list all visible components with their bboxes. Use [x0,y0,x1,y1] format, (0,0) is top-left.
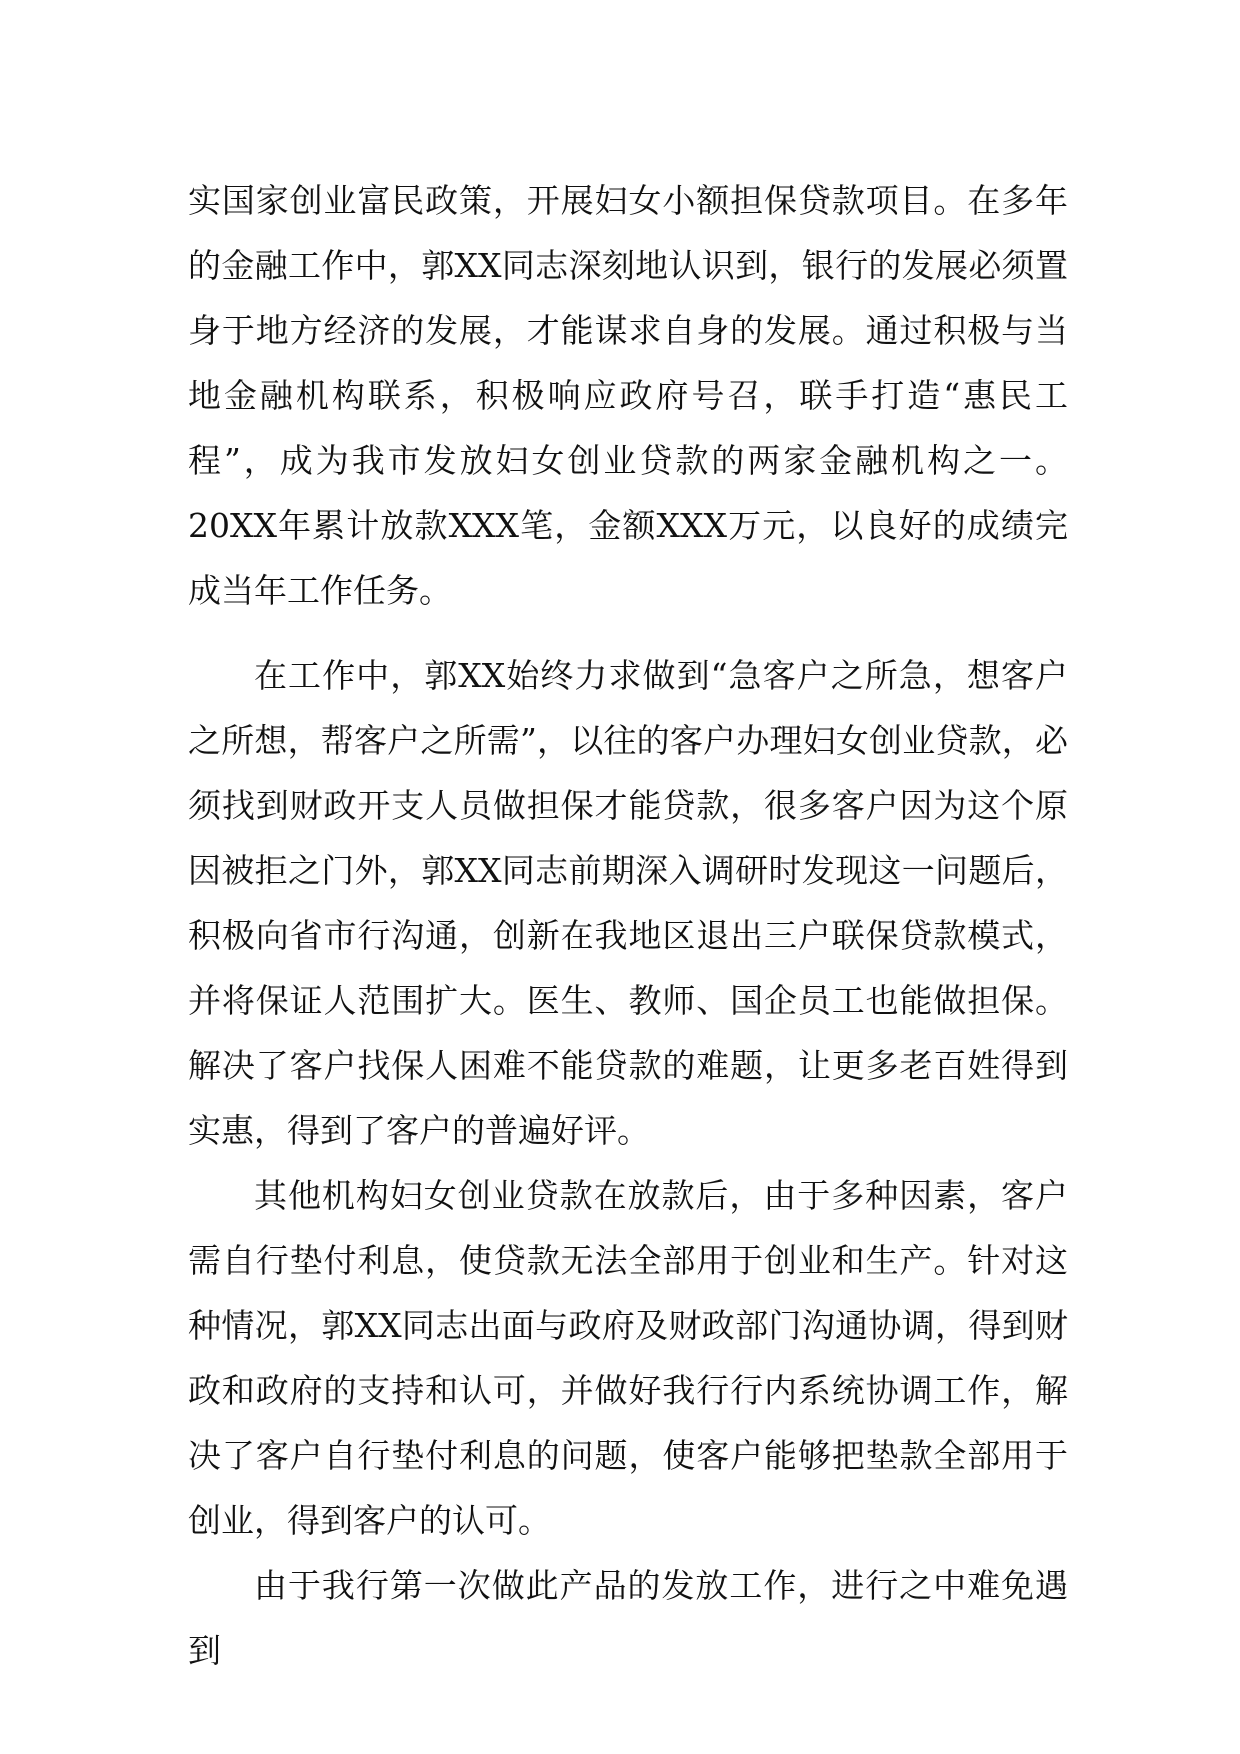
document-body [188,168,1068,1683]
paragraph-3: 其他机构妇女创业贷款在放款后，由于多种因素，客户需自行垫付利息，使贷款无法全部用于创业和生产。针对这种情况，郭XX同志出面与政府及财政部门沟通协调，得到财政和政府的支持和认可，并做好我行行内系统协调工作，解决了客户自行垫付利息的问题，使客户能够把垫款全部用于创业，得到客户的认可。 [188,1176,1068,1540]
paragraph-4: 由于我行第一次做此产品的发放工作，进行之中难免遇到 [188,1566,1068,1670]
paragraph-1: 实国家创业富民政策，开展妇女小额担保贷款项目。在多年的金融工作中，郭XX同志深刻地认识到，银行的发展必须置身于地方经济的发展，才能谋求自身的发展。通过积极与当地金融机构联系，积极响应政府号召，联手打造“惠民工程”，成为我市发放妇女创业贷款的两家金融机构之一。20XX年累计放款XXX笔，金额XXX万元，以良好的成绩完成当年工作任务。 [188,181,1068,610]
paragraph-2: 在工作中，郭XX始终力求做到“急客户之所急，想客户之所想，帮客户之所需”，以往的客户办理妇女创业贷款，必须找到财政开支人员做担保才能贷款，很多客户因为这个原因被拒之门外，郭XX同志前期深入调研时发现这一问题后，积极向省市行沟通，创新在我地区退出三户联保贷款模式，并将保证人范围扩大。医生、教师、国企员工也能做担保。解决了客户找保人困难不能贷款的难题，让更多老百姓得到实惠，得到了客户的普遍好评。 [188,656,1068,1150]
